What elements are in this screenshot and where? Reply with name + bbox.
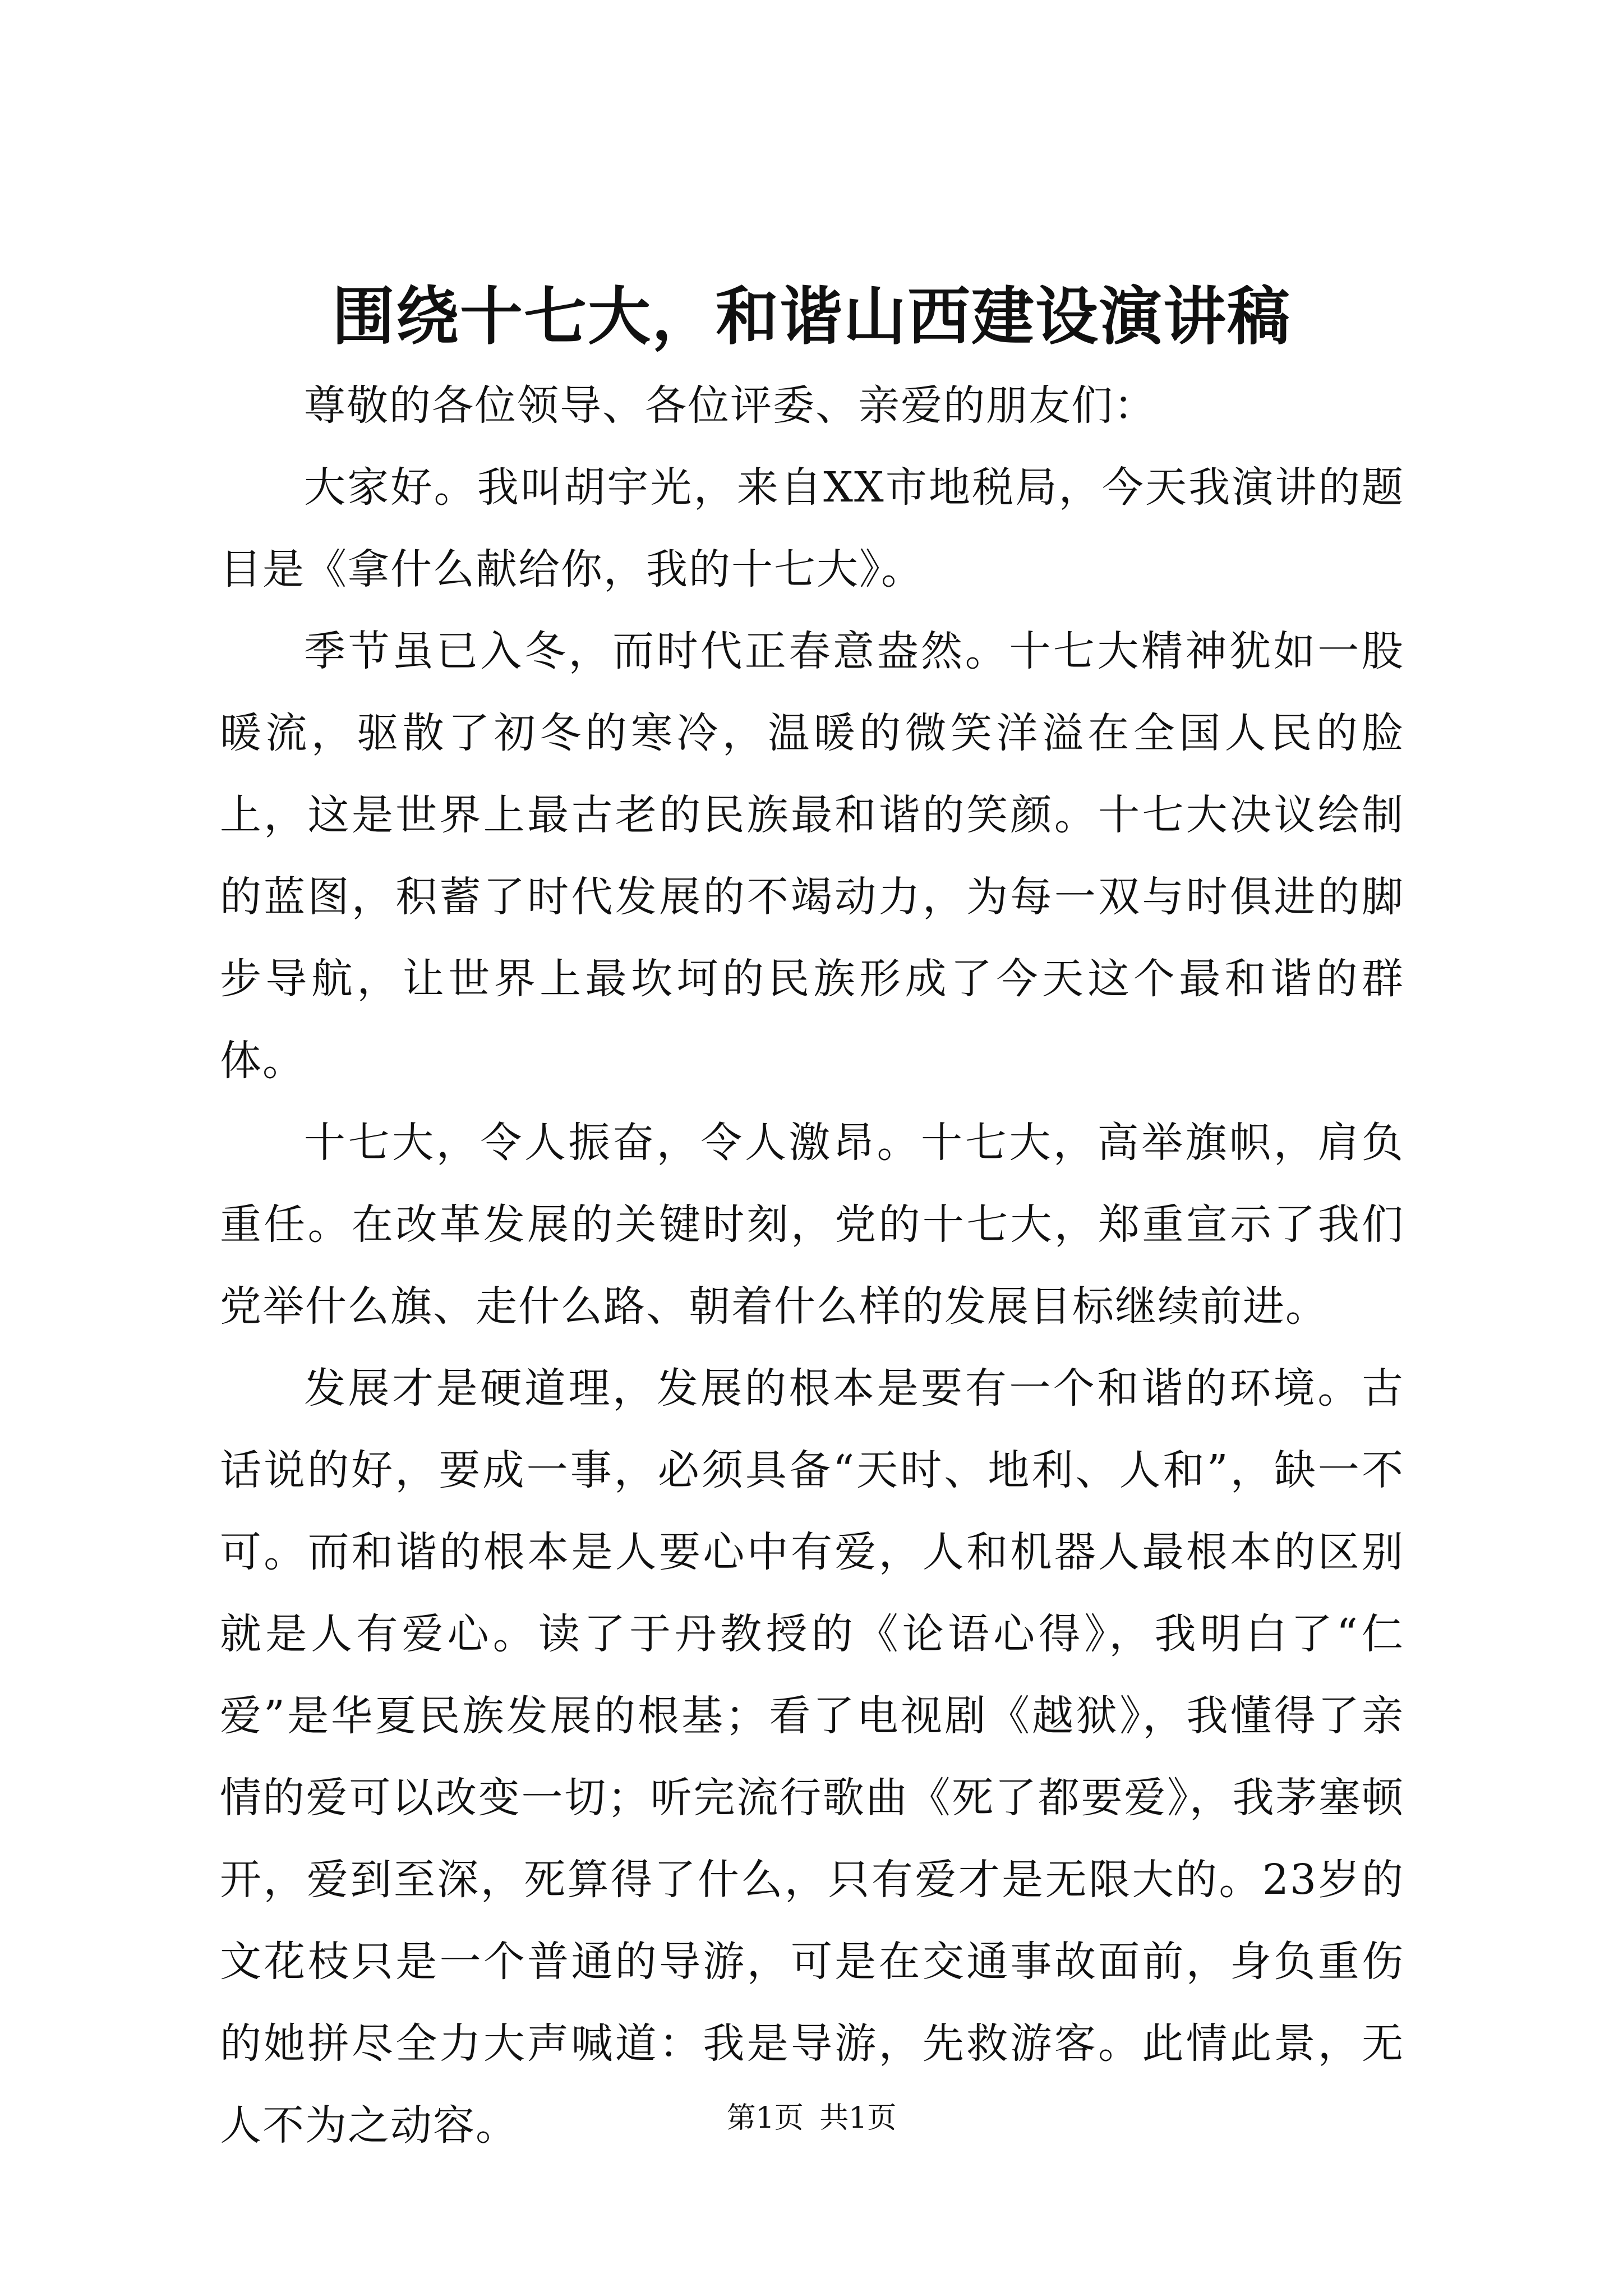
paragraph-salutation: 尊敬的各位领导、各位评委、亲爱的朋友们： bbox=[304, 381, 1156, 430]
paragraph-congress: 十七大，令人振奋，令人激昂。十七大，高举旗帜，肩负重任。在改革发展的关键时刻，党的十七大，郑重宣示了我们党举什么旗、走什么路、朝着什么样的发展目标继续前进。 bbox=[220, 1119, 1404, 1331]
document-title: 围绕十七大，和谐山西建设演讲稿 bbox=[332, 280, 1291, 353]
page-footer bbox=[0, 2096, 1623, 2141]
page-total: 共1页 bbox=[819, 2101, 897, 2135]
paragraph-season: 季节虽已入冬，而时代正春意盎然。十七大精神犹如一股暖流，驱散了初冬的寒冷，温暖的微笑洋溢在全国人民的脸上，这是世界上最古老的民族最和谐的笑颜。十七大决议绘制的蓝图，积蓄了时代发展的不竭动力，为每一双与时俱进的脚步导航，让世界上最坎坷的民族形成了今天这个最和谐的群体。 bbox=[220, 627, 1404, 1085]
paragraph-introduction: 大家好。我叫胡宇光，来自XX市地税局，今天我演讲的题目是《拿什么献给你，我的十七大》。 bbox=[220, 463, 1404, 593]
document-body bbox=[220, 365, 1404, 2166]
page-number: 第1页 bbox=[726, 2101, 804, 2135]
paragraph-development: 发展才是硬道理，发展的根本是要有一个和谐的环境。古话说的好，要成一事，必须具备“天时、地利、人和”，缺一不可。而和谐的根本是人要心中有爱，人和机器人最根本的区别就是人有爱心。读了于丹教授的《论语心得》，我明白了“仁爱”是华夏民族发展的根基；看了电视剧《越狱》，我懂得了亲情的爱可以改变一切；听完流行歌曲《死了都要爱》，我茅塞顿开，爱到至深，死算得了什么，只有爱才是无限大的。23岁的文花枝只是一个普通的导游，可是在交通事故面前，身负重伤的她拼尽全力大声喊道：我是导游，先救游客。此情此景，无人不为之动容。 bbox=[220, 1364, 1404, 2150]
